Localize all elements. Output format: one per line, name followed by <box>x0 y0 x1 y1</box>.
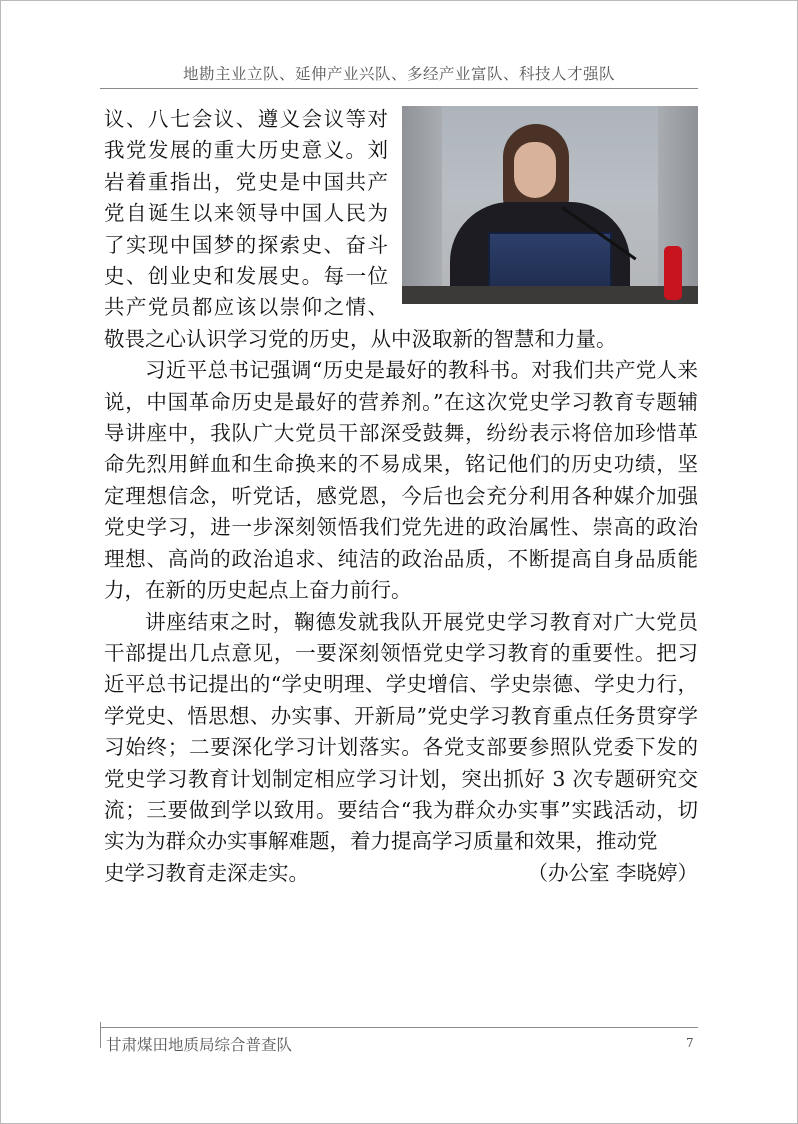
author-signature: （办公室 李晓婷） <box>527 860 698 885</box>
footer-tick <box>100 1022 101 1048</box>
footer-organization: 甘肃煤田地质局综合普查队 <box>106 1036 293 1054</box>
paragraph-1: 议、八七会议、遵义会议等对我党发展的重大历史意义。刘岩着重指出，党史是中国共产党自诞生以来领导中国人民为了实现中国梦的探索史、奋斗史、创业史和发展史。每一位共产党员都应该以崇仰之情、敬畏之心认识学习党的历史，从中汲取新的智慧和力量。 <box>104 107 617 351</box>
paragraph-3-end: 史学习教育走深走实。 <box>104 860 309 885</box>
running-header: 地勘主业立队、延伸产业兴队、多经产业富队、科技人才强队 <box>182 65 615 83</box>
paragraph-2: 习近平总书记强调“历史是最好的教科书。对我们共产党人来说，中国革命历史是最好的营养剂。”在这次党史学习教育专题辅导讲座中，我队广大党员干部深受鼓舞，纷纷表示将倍加珍惜革命先烈用鲜血和生命换来的不易成果，铭记他们的历史功绩，坚定理想信念，听党话，感党恩，今后也会充分利用各种媒介加强党史学习，进一步深刻领悟我们党先进的政治属性、崇高的政治理想、高尚的政治追求、纯洁的政治品质，不断提高自身品质能力，在新的历史起点上奋力前行。 <box>104 358 698 603</box>
page-number: 7 <box>686 1036 694 1050</box>
article-body <box>104 104 698 889</box>
lecture-photo <box>402 106 698 304</box>
footer-divider <box>100 1027 698 1028</box>
closing-line <box>104 858 698 889</box>
header-divider <box>100 88 698 89</box>
paragraph-3: 讲座结束之时，鞠德发就我队开展党史学习教育对广大党员干部提出几点意见，一要深刻领悟党史学习教育的重要性。把习近平总书记提出的“学史明理、学史增信、学史崇德、学史力行，学党史、悟思想、办实事、开新局”党史学习教育重点任务贯穿学习始终；二要深化学习计划落实。各党支部要参照队党委下发的党史学习教育计划制定相应学习计划，突出抓好 3 次专题研究交流；三要做到学以致用。要结合“我为群众办实事”实践活动，切实为为群众办实事解难题，着力提高学习质量和效果，推动党 <box>104 609 698 854</box>
